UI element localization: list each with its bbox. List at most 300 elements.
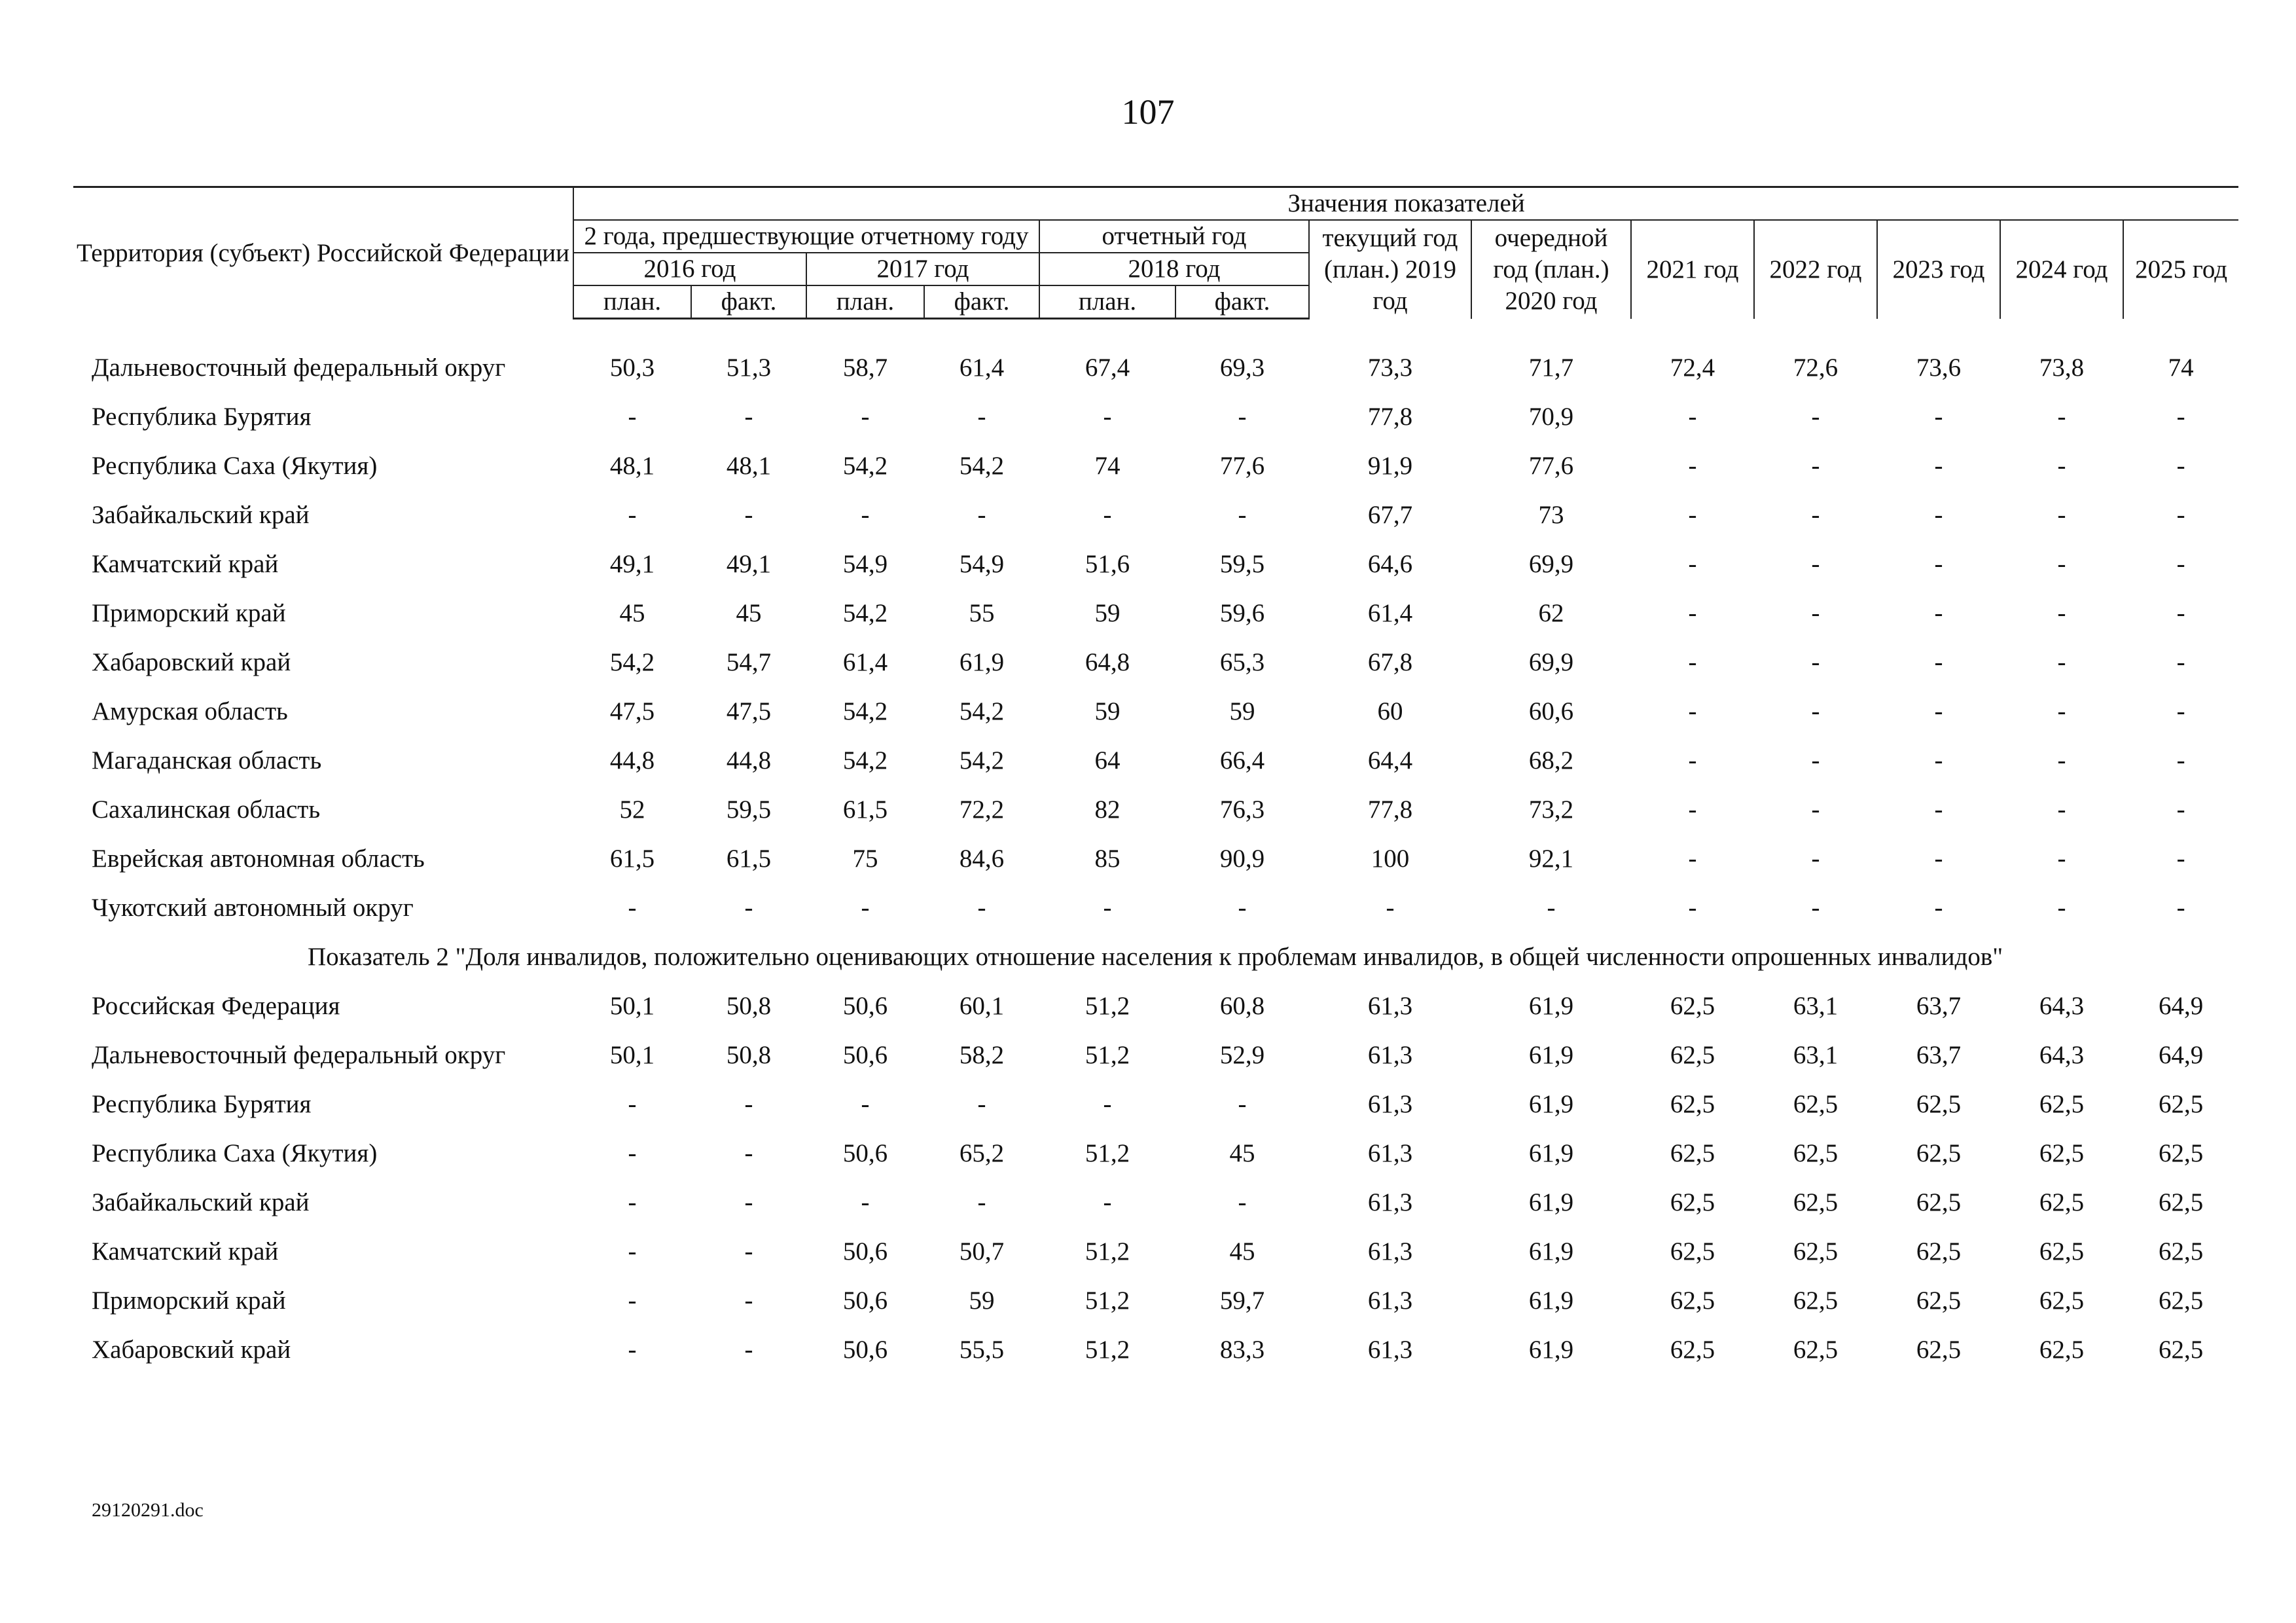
value-cell: 47,5 xyxy=(609,697,655,725)
year-2016-header: 2016 год xyxy=(573,253,806,285)
value-cell: - xyxy=(977,1188,986,1216)
value-cell: 64,8 xyxy=(1085,648,1130,676)
value-cell: 73,3 xyxy=(1367,354,1413,382)
value-cell: - xyxy=(2057,648,2066,676)
value-cell: 48,1 xyxy=(726,452,772,480)
value-cell: 62,5 xyxy=(2158,1188,2204,1216)
value-cell: 62,5 xyxy=(1916,1237,1962,1266)
value-cell: 45 xyxy=(619,599,645,627)
value-cell: 55 xyxy=(969,599,995,627)
value-cell: 59,5 xyxy=(726,795,772,824)
table-row xyxy=(73,687,2238,736)
value-cell: 61,9 xyxy=(1528,992,1574,1020)
region-name: Республика Бурятия xyxy=(92,1090,312,1118)
value-cell: 82 xyxy=(1094,795,1121,824)
value-cell: - xyxy=(2057,795,2066,824)
value-cell: - xyxy=(1688,845,1697,873)
value-cell: 61,9 xyxy=(1528,1336,1574,1364)
value-cell: 63,1 xyxy=(1793,992,1839,1020)
value-cell: - xyxy=(1238,894,1247,922)
value-cell: 62,5 xyxy=(1793,1188,1839,1216)
value-cell: - xyxy=(1238,1188,1247,1216)
value-cell: 50,3 xyxy=(609,354,655,382)
value-cell: 61,3 xyxy=(1367,1336,1413,1364)
value-cell: - xyxy=(2057,697,2066,725)
table-row xyxy=(73,883,2238,932)
region-name: Республика Саха (Якутия) xyxy=(92,1139,378,1167)
year-2022-header: 2022 год xyxy=(1754,220,1877,319)
value-cell: 59,6 xyxy=(1219,599,1265,627)
value-cell: - xyxy=(744,1237,753,1266)
year-2025-header: 2025 год xyxy=(2123,220,2238,319)
region-name: Республика Саха (Якутия) xyxy=(92,452,378,480)
value-cell: - xyxy=(1103,894,1112,922)
value-cell: - xyxy=(628,1139,637,1167)
value-cell: 59,5 xyxy=(1219,550,1265,578)
region-name: Еврейская автономная область xyxy=(92,845,425,873)
value-cell: - xyxy=(628,501,637,529)
table-row xyxy=(73,589,2238,638)
value-cell: - xyxy=(2176,550,2185,578)
value-cell: 54,2 xyxy=(959,452,1005,480)
value-cell: - xyxy=(1934,697,1943,725)
value-cell: - xyxy=(744,1336,753,1364)
value-cell: 61,3 xyxy=(1367,1041,1413,1069)
value-cell: - xyxy=(861,403,870,431)
value-cell: - xyxy=(2176,894,2185,922)
value-cell: 62,5 xyxy=(1670,1336,1715,1364)
value-cell: - xyxy=(2176,845,2185,873)
indicator-table xyxy=(73,186,2238,1374)
value-cell: 58,7 xyxy=(842,354,888,382)
value-cell: 62,5 xyxy=(2039,1336,2085,1364)
table-row xyxy=(73,441,2238,490)
value-cell: - xyxy=(744,1139,753,1167)
table-row xyxy=(73,1227,2238,1276)
value-cell: - xyxy=(977,501,986,529)
value-cell: 63,7 xyxy=(1916,1041,1962,1069)
value-cell: 62,5 xyxy=(1670,1188,1715,1216)
value-cell: - xyxy=(1934,845,1943,873)
value-cell: 62,5 xyxy=(2039,1286,2085,1315)
value-cell: 61,3 xyxy=(1367,1188,1413,1216)
value-cell: - xyxy=(2057,550,2066,578)
report-year-header: отчетный год xyxy=(1039,220,1309,253)
value-cell: 49,1 xyxy=(609,550,655,578)
value-cell: 51,3 xyxy=(726,354,772,382)
value-cell: 61,4 xyxy=(842,648,888,676)
value-cell: 61,9 xyxy=(959,648,1005,676)
year-2023-header: 2023 год xyxy=(1877,220,2000,319)
value-cell: 60,8 xyxy=(1219,992,1265,1020)
value-cell: - xyxy=(1688,795,1697,824)
value-cell: - xyxy=(1811,845,1820,873)
value-cell: 59 xyxy=(1229,697,1255,725)
value-cell: 63,1 xyxy=(1793,1041,1839,1069)
value-cell: - xyxy=(2057,746,2066,775)
table-row xyxy=(73,392,2238,441)
value-cell: 62,5 xyxy=(1916,1139,1962,1167)
value-cell: 54,2 xyxy=(609,648,655,676)
value-cell: 62,5 xyxy=(1916,1286,1962,1315)
value-cell: 55,5 xyxy=(959,1336,1005,1364)
value-cell: 54,2 xyxy=(842,452,888,480)
value-cell: 74 xyxy=(2168,354,2194,382)
value-cell: 62,5 xyxy=(2039,1139,2085,1167)
value-cell: - xyxy=(628,1336,637,1364)
value-cell: 61,3 xyxy=(1367,1286,1413,1315)
value-cell: 72,6 xyxy=(1793,354,1839,382)
value-cell: - xyxy=(628,1286,637,1315)
plan-2016-header: план. xyxy=(573,285,691,319)
fact-2018-header: факт. xyxy=(1175,285,1309,319)
value-cell: 59 xyxy=(969,1286,995,1315)
value-cell: 62,5 xyxy=(1916,1336,1962,1364)
region-name: Хабаровский край xyxy=(92,648,291,676)
value-cell: - xyxy=(1811,795,1820,824)
value-cell: 58,2 xyxy=(959,1041,1005,1069)
indicator-table-container xyxy=(73,186,2238,1374)
region-name: Дальневосточный федеральный округ xyxy=(92,1041,506,1069)
value-cell: - xyxy=(861,1090,870,1118)
value-cell: 54,2 xyxy=(959,746,1005,775)
value-cell: - xyxy=(2176,697,2185,725)
value-cell: 52 xyxy=(619,795,645,824)
value-cell: 61,5 xyxy=(842,795,888,824)
value-cell: 54,7 xyxy=(726,648,772,676)
value-cell: 67,4 xyxy=(1085,354,1130,382)
value-cell: - xyxy=(1103,1188,1112,1216)
value-cell: 63,7 xyxy=(1916,992,1962,1020)
value-cell: - xyxy=(1811,452,1820,480)
value-cell: 50,8 xyxy=(726,1041,772,1069)
value-cell: 65,2 xyxy=(959,1139,1005,1167)
value-cell: 62,5 xyxy=(1670,992,1715,1020)
value-cell: 45 xyxy=(1229,1237,1255,1266)
value-cell: 62,5 xyxy=(1793,1286,1839,1315)
value-cell: 62,5 xyxy=(2158,1237,2204,1266)
value-cell: 73 xyxy=(1538,501,1564,529)
value-cell: 91,9 xyxy=(1367,452,1413,480)
value-cell: - xyxy=(1934,599,1943,627)
value-cell: - xyxy=(744,501,753,529)
value-cell: 50,1 xyxy=(609,1041,655,1069)
region-name: Камчатский край xyxy=(92,550,279,578)
value-cell: 61,3 xyxy=(1367,1139,1413,1167)
region-name: Амурская область xyxy=(92,697,288,725)
value-cell: 73,2 xyxy=(1528,795,1574,824)
value-cell: - xyxy=(1811,403,1820,431)
value-cell: 61,9 xyxy=(1528,1286,1574,1315)
table-row xyxy=(73,1276,2238,1325)
value-cell: 45 xyxy=(1229,1139,1255,1167)
table-header xyxy=(73,187,2238,319)
value-cell: 72,2 xyxy=(959,795,1005,824)
value-cell: 70,9 xyxy=(1528,403,1574,431)
value-cell: 61,9 xyxy=(1528,1188,1574,1216)
value-cell: - xyxy=(1934,501,1943,529)
region-name: Чукотский автономный округ xyxy=(92,894,414,922)
value-cell: - xyxy=(1934,648,1943,676)
value-cell: - xyxy=(1811,550,1820,578)
value-cell: - xyxy=(2057,599,2066,627)
value-cell: - xyxy=(1688,697,1697,725)
value-cell: - xyxy=(2057,452,2066,480)
value-cell: - xyxy=(2176,795,2185,824)
value-cell: - xyxy=(861,894,870,922)
value-cell: 61,4 xyxy=(1367,599,1413,627)
table-row xyxy=(73,834,2238,883)
value-cell: 92,1 xyxy=(1528,845,1574,873)
value-cell: - xyxy=(861,501,870,529)
region-name: Приморский край xyxy=(92,599,286,627)
value-cell: - xyxy=(2176,403,2185,431)
value-cell: - xyxy=(744,1090,753,1118)
value-cell: 54,2 xyxy=(842,746,888,775)
value-cell: 49,1 xyxy=(726,550,772,578)
value-cell: 61,3 xyxy=(1367,992,1413,1020)
value-cell: - xyxy=(1811,697,1820,725)
region-name: Сахалинская область xyxy=(92,795,321,824)
territory-header: Территория (субъект) Российской Федерации xyxy=(73,187,573,319)
value-cell: 45 xyxy=(736,599,762,627)
table-row xyxy=(73,1129,2238,1178)
value-cell: - xyxy=(977,1090,986,1118)
value-cell: 54,2 xyxy=(842,599,888,627)
value-cell: 60 xyxy=(1377,697,1403,725)
indicator-2-title: Показатель 2 "Доля инвалидов, положительно оценивающих отношение населения к проблемам инвалидов, в общей численности опрошенных инвалидов" xyxy=(307,943,2003,971)
value-cell: 73,8 xyxy=(2039,354,2085,382)
value-cell: - xyxy=(1934,452,1943,480)
value-cell: 59 xyxy=(1094,599,1121,627)
table-body xyxy=(73,319,2238,1375)
value-cell: - xyxy=(628,894,637,922)
value-cell: 67,7 xyxy=(1367,501,1413,529)
value-cell: 74 xyxy=(1094,452,1121,480)
value-cell: 54,9 xyxy=(959,550,1005,578)
value-cell: - xyxy=(1688,599,1697,627)
region-name: Дальневосточный федеральный округ xyxy=(92,354,506,382)
spacer-row xyxy=(73,319,2238,344)
value-cell: - xyxy=(744,1286,753,1315)
value-cell: 77,6 xyxy=(1219,452,1265,480)
value-cell: 77,6 xyxy=(1528,452,1574,480)
value-cell: 59 xyxy=(1094,697,1121,725)
region-name: Камчатский край xyxy=(92,1237,279,1266)
value-cell: - xyxy=(628,1188,637,1216)
value-cell: 61,5 xyxy=(609,845,655,873)
table-row xyxy=(73,1325,2238,1374)
value-cell: - xyxy=(1811,894,1820,922)
value-cell: 100 xyxy=(1371,845,1410,873)
value-cell: 50,6 xyxy=(842,1286,888,1315)
section-title-row xyxy=(73,932,2238,981)
value-cell: - xyxy=(1688,746,1697,775)
values-group-header: Значения показателей xyxy=(573,187,2238,221)
value-cell: 64,9 xyxy=(2158,992,2204,1020)
page-number: 107 xyxy=(1121,92,1175,132)
next-year-header: очередной год (план.) 2020 год xyxy=(1471,220,1631,319)
region-name: Республика Бурятия xyxy=(92,403,312,431)
value-cell: - xyxy=(2057,894,2066,922)
year-2017-header: 2017 год xyxy=(806,253,1039,285)
value-cell: - xyxy=(1811,501,1820,529)
table-row xyxy=(73,785,2238,834)
value-cell: 83,3 xyxy=(1219,1336,1265,1364)
value-cell: 65,3 xyxy=(1219,648,1265,676)
value-cell: 62,5 xyxy=(2158,1139,2204,1167)
value-cell: - xyxy=(1688,452,1697,480)
value-cell: - xyxy=(1688,550,1697,578)
value-cell: 50,6 xyxy=(842,1139,888,1167)
year-2021-header: 2021 год xyxy=(1631,220,1754,319)
value-cell: - xyxy=(628,1237,637,1266)
value-cell: 77,8 xyxy=(1367,795,1413,824)
value-cell: - xyxy=(628,1090,637,1118)
value-cell: 62,5 xyxy=(2158,1090,2204,1118)
value-cell: - xyxy=(1811,746,1820,775)
value-cell: 51,2 xyxy=(1085,1139,1130,1167)
value-cell: - xyxy=(2176,648,2185,676)
value-cell: 60,1 xyxy=(959,992,1005,1020)
value-cell: 44,8 xyxy=(726,746,772,775)
value-cell: 62,5 xyxy=(1916,1090,1962,1118)
value-cell: 50,6 xyxy=(842,1237,888,1266)
value-cell: 44,8 xyxy=(609,746,655,775)
value-cell: 62,5 xyxy=(2039,1237,2085,1266)
value-cell: 50,1 xyxy=(609,992,655,1020)
region-name: Забайкальский край xyxy=(92,501,310,529)
value-cell: 62,5 xyxy=(1793,1090,1839,1118)
current-year-header: текущий год (план.) 2019 год xyxy=(1309,220,1471,319)
value-cell: 52,9 xyxy=(1219,1041,1265,1069)
value-cell: 62,5 xyxy=(1670,1090,1715,1118)
value-cell: 61,9 xyxy=(1528,1237,1574,1266)
value-cell: 54,2 xyxy=(842,697,888,725)
value-cell: 84,6 xyxy=(959,845,1005,873)
value-cell: 54,9 xyxy=(842,550,888,578)
table-row xyxy=(73,343,2238,392)
value-cell: 62,5 xyxy=(1670,1041,1715,1069)
table-row xyxy=(73,1178,2238,1227)
value-cell: - xyxy=(1934,746,1943,775)
value-cell: 51,2 xyxy=(1085,1336,1130,1364)
value-cell: - xyxy=(1688,894,1697,922)
value-cell: 69,9 xyxy=(1528,648,1574,676)
value-cell: 50,6 xyxy=(842,1041,888,1069)
value-cell: 62,5 xyxy=(2039,1188,2085,1216)
table-row xyxy=(73,736,2238,785)
value-cell: 54,2 xyxy=(959,697,1005,725)
value-cell: 51,2 xyxy=(1085,1237,1130,1266)
value-cell: - xyxy=(2057,501,2066,529)
value-cell: - xyxy=(1934,403,1943,431)
value-cell: - xyxy=(628,403,637,431)
table-row xyxy=(73,539,2238,589)
value-cell: 64,3 xyxy=(2039,992,2085,1020)
value-cell: 62,5 xyxy=(1793,1139,1839,1167)
region-name: Забайкальский край xyxy=(92,1188,310,1216)
value-cell: - xyxy=(2057,403,2066,431)
value-cell: 62,5 xyxy=(1670,1286,1715,1315)
value-cell: 61,3 xyxy=(1367,1090,1413,1118)
table-row xyxy=(73,490,2238,539)
value-cell: 62,5 xyxy=(1793,1237,1839,1266)
year-2018-header: 2018 год xyxy=(1039,253,1309,285)
value-cell: 85 xyxy=(1094,845,1121,873)
value-cell: 64,3 xyxy=(2039,1041,2085,1069)
value-cell: 67,8 xyxy=(1367,648,1413,676)
value-cell: 51,2 xyxy=(1085,1041,1130,1069)
value-cell: 50,6 xyxy=(842,1336,888,1364)
value-cell: 66,4 xyxy=(1219,746,1265,775)
table-row xyxy=(73,1030,2238,1080)
value-cell: - xyxy=(861,1188,870,1216)
value-cell: - xyxy=(1688,501,1697,529)
value-cell: - xyxy=(1103,501,1112,529)
value-cell: 60,6 xyxy=(1528,697,1574,725)
value-cell: - xyxy=(744,1188,753,1216)
table-row xyxy=(73,981,2238,1030)
value-cell: 50,8 xyxy=(726,992,772,1020)
prev-two-years-header: 2 года, предшествующие отчетному году xyxy=(573,220,1039,253)
value-cell: 69,9 xyxy=(1528,550,1574,578)
value-cell: - xyxy=(1238,1090,1247,1118)
value-cell: 47,5 xyxy=(726,697,772,725)
value-cell: 61,4 xyxy=(959,354,1005,382)
value-cell: 71,7 xyxy=(1528,354,1574,382)
value-cell: 51,6 xyxy=(1085,550,1130,578)
value-cell: - xyxy=(2176,501,2185,529)
value-cell: 64,6 xyxy=(1367,550,1413,578)
value-cell: - xyxy=(744,403,753,431)
value-cell: - xyxy=(1547,894,1556,922)
table-row xyxy=(73,638,2238,687)
value-cell: 61,9 xyxy=(1528,1041,1574,1069)
value-cell: 50,6 xyxy=(842,992,888,1020)
value-cell: 73,6 xyxy=(1916,354,1962,382)
value-cell: - xyxy=(1238,501,1247,529)
value-cell: 68,2 xyxy=(1528,746,1574,775)
region-name: Российская Федерация xyxy=(92,992,340,1020)
value-cell: - xyxy=(2057,845,2066,873)
value-cell: 64,4 xyxy=(1367,746,1413,775)
value-cell: 72,4 xyxy=(1670,354,1715,382)
table-row xyxy=(73,1080,2238,1129)
region-name: Магаданская область xyxy=(92,746,322,775)
value-cell: - xyxy=(977,894,986,922)
value-cell: - xyxy=(1688,403,1697,431)
value-cell: 50,7 xyxy=(959,1237,1005,1266)
value-cell: 62,5 xyxy=(2158,1286,2204,1315)
value-cell: - xyxy=(1934,795,1943,824)
value-cell: 62 xyxy=(1538,599,1564,627)
value-cell: - xyxy=(744,894,753,922)
value-cell: - xyxy=(2176,746,2185,775)
region-name: Приморский край xyxy=(92,1286,286,1315)
value-cell: - xyxy=(1811,599,1820,627)
value-cell: 76,3 xyxy=(1219,795,1265,824)
value-cell: 64 xyxy=(1094,746,1121,775)
value-cell: 62,5 xyxy=(2039,1090,2085,1118)
value-cell: 62,5 xyxy=(1670,1237,1715,1266)
value-cell: 59,7 xyxy=(1219,1286,1265,1315)
value-cell: 61,9 xyxy=(1528,1090,1574,1118)
value-cell: 62,5 xyxy=(1916,1188,1962,1216)
value-cell: 61,5 xyxy=(726,845,772,873)
value-cell: 90,9 xyxy=(1219,845,1265,873)
value-cell: - xyxy=(2176,452,2185,480)
